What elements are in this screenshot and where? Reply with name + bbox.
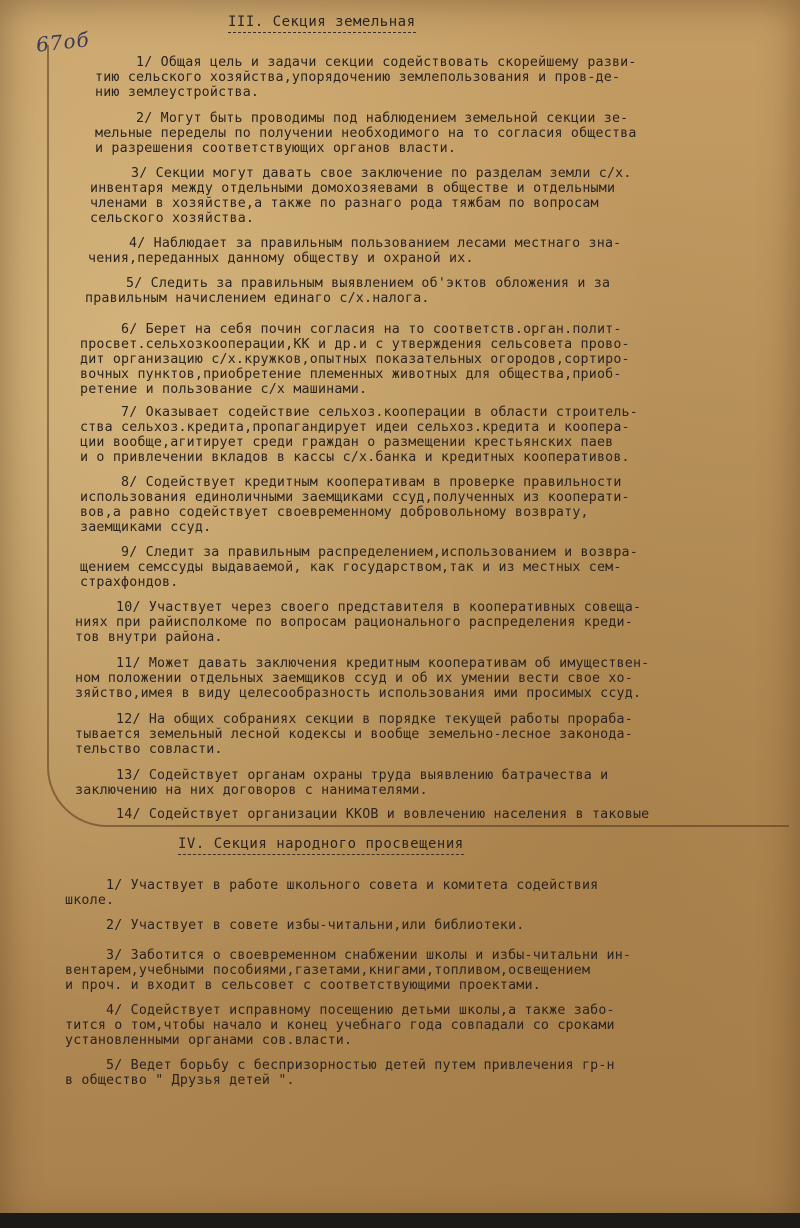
line: вов,а равно содействует своевременному добровольному возврату, xyxy=(80,505,589,520)
line: тывается земельный лесной кодексы и вообще земельно-лесное законода- xyxy=(75,727,633,742)
line: 8/ Содействует кредитным кооперативам в проверке правильности xyxy=(80,475,622,490)
line: тов внутри района. xyxy=(75,630,223,645)
line: чения,переданных данному обществу и охраной их. xyxy=(88,251,474,266)
line: 2/ Могут быть проводимы под наблюдением земельной секции зе- xyxy=(95,111,629,126)
line: вочных пунктов,приобретение племенных животных для общества,приоб- xyxy=(80,367,622,382)
line: дит организацию с/х.кружков,опытных показательных огородов,сортиро- xyxy=(80,352,630,367)
line: членами в хозяйстве,а также по разнаго рода тяжбам по вопросам xyxy=(90,196,599,211)
line: 12/ На общих собраниях секции в порядке текущей работы прораба- xyxy=(75,712,633,727)
line: школе. xyxy=(65,893,115,908)
line: и разрешения соответствующих органов власти. xyxy=(95,141,457,156)
line: 9/ Следит за правильным распределением,использованием и возвра- xyxy=(80,545,638,560)
line: правильным начислением единаго с/х.налога. xyxy=(85,291,430,306)
section-3-item-9 xyxy=(80,545,638,590)
section-3-title: III. Секция земельная xyxy=(228,14,416,30)
section-3-item-7 xyxy=(80,405,638,465)
section-3-item-13 xyxy=(75,768,608,798)
line: 3/ Заботится о своевременном снабжении школы и избы-читальни ин- xyxy=(65,948,632,963)
line: использования единоличными заемщиками ссуд,полученных из кооперати- xyxy=(80,490,630,505)
section-3-item-12 xyxy=(75,712,633,757)
line: ниях при райисполкоме по вопросам рационального распределения креди- xyxy=(75,615,633,630)
line: 14/ Содействует организации ККОВ и вовлечению населения в таковые xyxy=(75,807,650,822)
line: установленными органами сов.власти. xyxy=(65,1033,353,1048)
line: 10/ Участвует через своего представителя в кооперативных совеща- xyxy=(75,600,642,615)
section-3-item-8 xyxy=(80,475,630,535)
line: сельского хозяйства. xyxy=(90,211,255,226)
section-3-item-10 xyxy=(75,600,641,645)
line: 2/ Участвует в совете избы-читальни,или библиотеки. xyxy=(65,918,525,933)
scan-border xyxy=(0,1213,800,1228)
line: 13/ Содействует органам охраны труда выявлению батрачества и xyxy=(75,768,609,783)
line: ретение и пользование с/х машинами. xyxy=(80,382,368,397)
line: инвентаря между отдельными домохозяевами в обществе и отдельными xyxy=(90,181,616,196)
line: зяйство,имея в виду целесообразность использования ими просимых ссуд. xyxy=(75,686,642,701)
section-3-item-1 xyxy=(95,55,637,100)
line: и проч. и входит в сельсовет с соответствующими проектами. xyxy=(65,978,541,993)
section-3-item-5 xyxy=(85,276,610,306)
heading-underline xyxy=(178,854,464,855)
line: страхфондов. xyxy=(80,575,179,590)
line: 7/ Оказывает содействие сельхоз.кооперации в области строитель- xyxy=(80,405,638,420)
line: тится о том,чтобы начало и конец учебнаго года совпадали со сроками xyxy=(65,1018,615,1033)
line: заемщиками ссуд. xyxy=(80,520,212,535)
line: тельство совласти. xyxy=(75,742,223,757)
line: заключению на них договоров с нанимателями. xyxy=(75,783,428,798)
line: мельные переделы по получении необходимого на то согласия общества xyxy=(95,126,637,141)
heading-underline xyxy=(228,32,416,33)
section-4-item-4 xyxy=(65,1003,615,1048)
section-4-title: IV. Секция народного просвещения xyxy=(178,836,464,852)
line: ства сельхоз.кредита,пропагандирует идеи сельхоз.кредита и коопера- xyxy=(80,420,630,435)
line: 3/ Секции могут давать свое заключение по разделам земли с/х. xyxy=(90,166,632,181)
section-4-item-5 xyxy=(65,1058,615,1088)
section-3-item-3 xyxy=(90,166,632,226)
section-3-item-6 xyxy=(80,322,630,397)
line: вентарем,учебными пособиями,газетами,книгами,топливом,освещением xyxy=(65,963,591,978)
line: 4/ Содействует исправному посещению детьми школы,а также забо- xyxy=(65,1003,615,1018)
line: в общество " Друзья детей ". xyxy=(65,1073,295,1088)
section-3-item-2 xyxy=(95,111,637,156)
line: тию сельского хозяйства,упорядочению землепользования и пров-де- xyxy=(95,70,621,85)
line: 5/ Следить за правильным выявлением об'эктов обложения и за xyxy=(85,276,611,291)
line: щением семссуды выдаваемой, как государством,так и из местных сем- xyxy=(80,560,622,575)
section-3-item-11 xyxy=(75,656,649,701)
line: и о привлечении вкладов в кассы с/х.банка и кредитных кооперативов. xyxy=(80,450,630,465)
section-4-item-2 xyxy=(65,918,525,933)
section-3-item-14 xyxy=(75,807,649,822)
line: 5/ Ведет борьбу с беспризорностью детей путем привлечения гр-н xyxy=(65,1058,615,1073)
line: просвет.сельхозкооперации,КК и др.и с утверждения сельсовета прово- xyxy=(80,337,630,352)
section-3-item-4 xyxy=(88,236,621,266)
section-4-item-3 xyxy=(65,948,631,993)
line: 4/ Наблюдает за правильным пользованием лесами местнаго зна- xyxy=(88,236,622,251)
line: 6/ Берет на себя почин согласия на то соответств.орган.полит- xyxy=(80,322,622,337)
section-3-heading xyxy=(228,14,416,33)
section-4-item-1 xyxy=(65,878,598,908)
archive-page-number: 67об xyxy=(34,27,91,57)
line: 1/ Участвует в работе школьного совета и комитета содействия xyxy=(65,878,599,893)
line: ном положении отдельных заемщиков ссуд и об их умении вести свое хо- xyxy=(75,671,633,686)
line: 11/ Может давать заключения кредитным кооперативам об имуществен- xyxy=(75,656,650,671)
line: 1/ Общая цель и задачи секции содействовать скорейшему разви- xyxy=(95,55,637,70)
line: ции вообще,агитирует среди граждан о размещении крестьянских паев xyxy=(80,435,614,450)
section-4-heading xyxy=(178,836,464,855)
line: нию землеустройства. xyxy=(95,85,260,100)
